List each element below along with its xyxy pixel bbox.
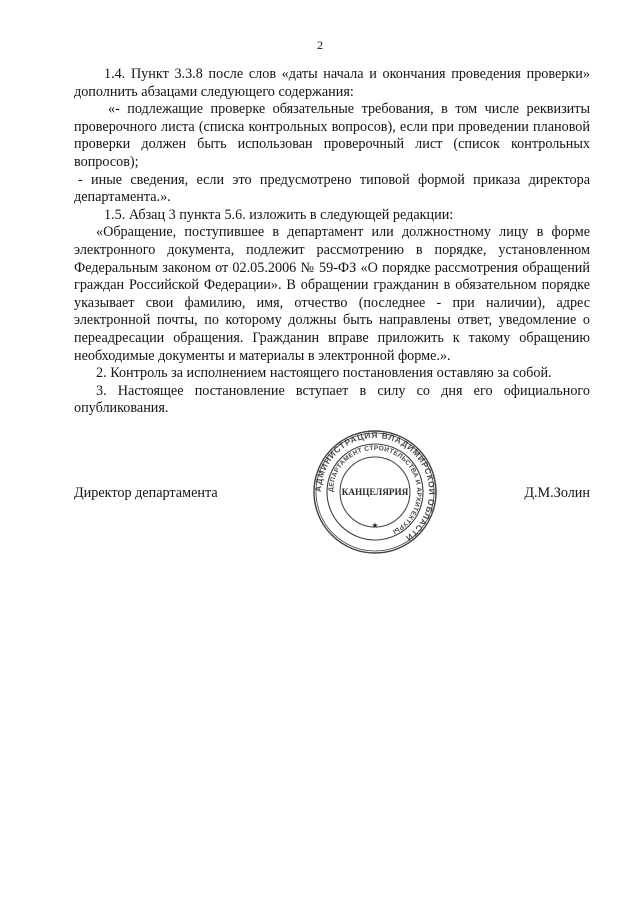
signer-title: Директор департамента xyxy=(74,485,218,501)
office-stamp xyxy=(311,428,439,556)
paragraph-item-1-5: 1.5. Абзац 3 пункта 5.6. изложить в следующей редакции: xyxy=(104,206,454,223)
paragraph-inserted-other-info: - иные сведения, если это предусмотрено типовой формой приказа директора департамента.». xyxy=(74,171,590,206)
star-icon: ★ xyxy=(371,521,379,530)
stamp-center-text: КАНЦЕЛЯРИЯ xyxy=(341,487,409,497)
stamp-graphic xyxy=(311,428,439,556)
signer-name: Д.М.Золин xyxy=(524,485,590,501)
paragraph-new-wording: «Обращение, поступившее в департамент или должностному лицу в форме электронного документа, подлежит рассмотрению в порядке, установленном Федеральным законом от 02.05.2006 № 59-ФЗ «О порядке рассмотрения обращений граждан Российской Федерации». В обращении гражданин в обязательном порядке указывает свои фамилию, имя, отчество (последнее - при наличии), адрес электронной почты, по которому должны быть направлены ответ, уведомление о переадресации обращения. Гражданин вправе приложить к такому обращению необходимые документы и материалы в электронной форме.». xyxy=(74,224,590,364)
paragraph-item-2: 2. Контроль за исполнением настоящего постановления оставляю за собой. xyxy=(96,365,552,382)
paragraph-item-3: 3. Настоящее постановление вступает в силу со дня его официального опубликования. xyxy=(74,382,590,417)
stamp-inner-text: ДЕПАРТАМЕНТ СТРОИТЕЛЬСТВА И АРХИТЕКТУРЫ xyxy=(327,444,423,535)
paragraph-item-1-4: 1.4. Пункт 3.3.8 после слов «даты начала и окончания проведения проверки» дополнить абзацами следующего содержания: xyxy=(74,66,590,100)
paragraph-inserted-requirements: «- подлежащие проверке обязательные требования, в том числе реквизиты проверочного листа (списка контрольных вопросов), если при проведении плановой проверки должен быть использован проверочный лист (список контрольных вопросов); xyxy=(74,101,590,170)
document-body xyxy=(74,66,590,418)
stamp-outer-text: АДМИНИСТРАЦИЯ ВЛАДИМИРСКОЙ ОБЛАСТИ xyxy=(312,429,438,544)
page-number: 2 xyxy=(317,38,323,52)
